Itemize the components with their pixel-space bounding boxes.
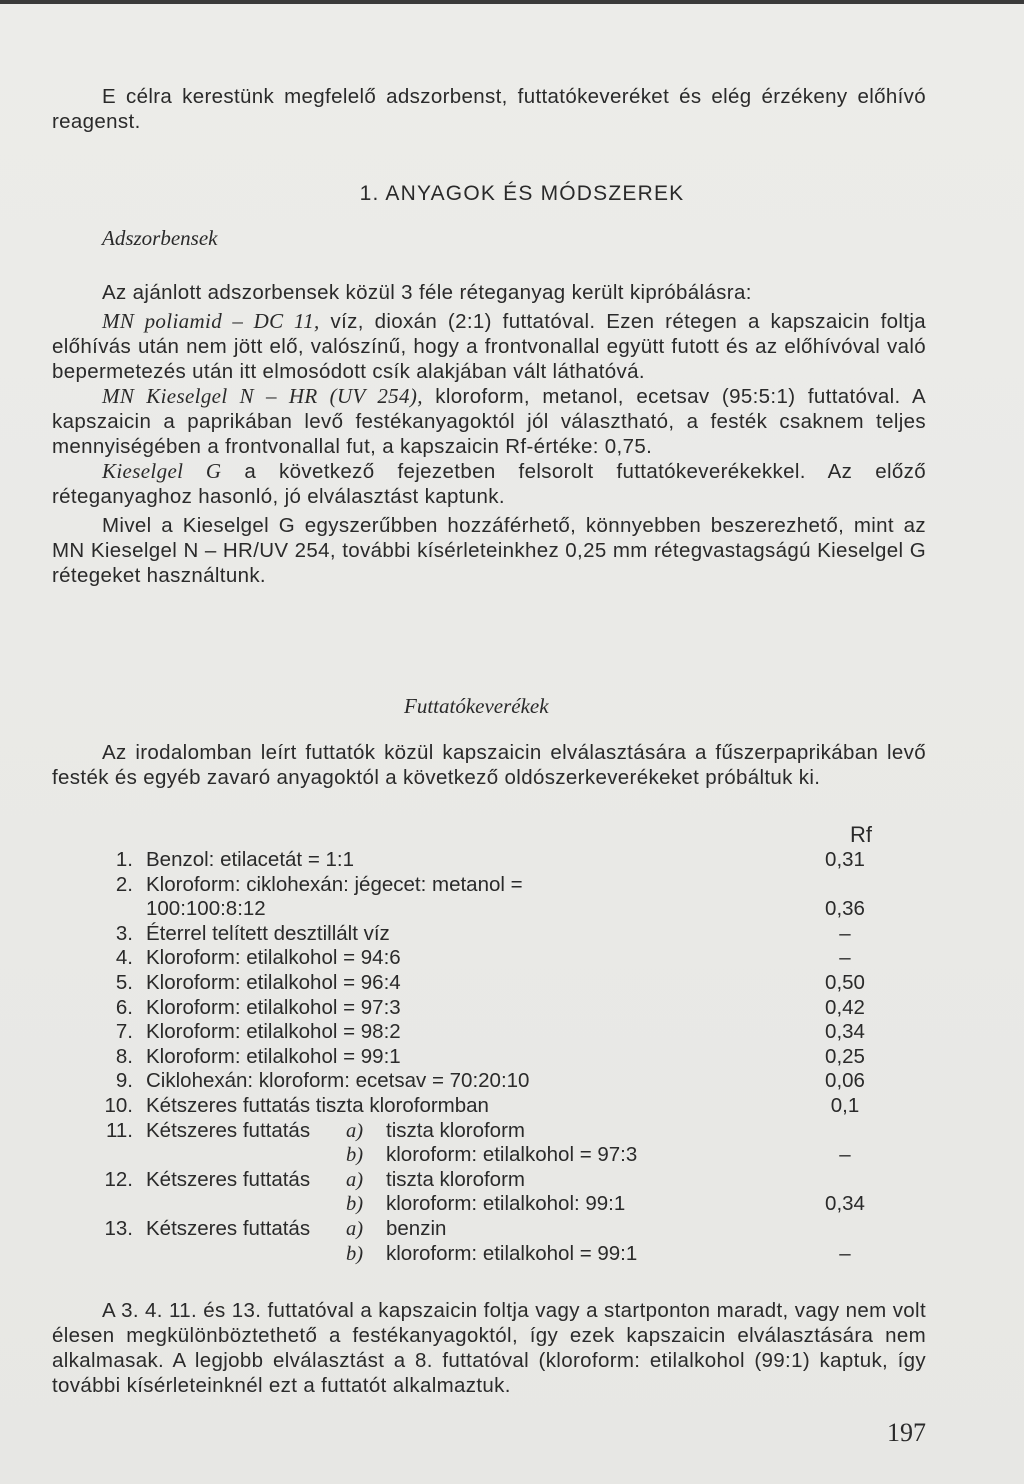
rf-column-header: Rf — [850, 822, 872, 847]
intro-paragraph: E célra kerestünk megfelelő adszorbenst, futtatókeveréket és elég érzékeny előhívó reagenst. — [52, 85, 926, 133]
conclusion-block — [52, 1298, 926, 1398]
row-rf-value: 0,42 — [825, 995, 865, 1019]
table-row — [100, 897, 880, 922]
kieselgel-g-paragraph — [52, 459, 926, 509]
row-mixture: Kétszeres futtatás — [146, 1216, 311, 1240]
adsorbents-block — [52, 280, 926, 588]
row-number: 10. — [104, 1093, 133, 1117]
table-row — [100, 848, 880, 873]
table-row — [100, 922, 880, 947]
row-mixture: Kloroform: etilalkohol = 99:1 — [146, 1044, 401, 1068]
row-number: 7. — [115, 1020, 133, 1044]
table-row — [100, 1168, 880, 1193]
section-heading: 1. ANYAGOK ÉS MÓDSZEREK — [359, 182, 685, 205]
row-rf-value: 0,06 — [825, 1069, 865, 1093]
row-mixture: Kloroform: etilalkohol = 98:2 — [146, 1020, 401, 1044]
poliamid-name: MN poliamid – DC 11, — [102, 309, 320, 333]
row-mixture: Kloroform: etilalkohol = 94:6 — [146, 946, 401, 970]
row-sub-mixture: tiszta kloroform — [386, 1118, 525, 1142]
conclusion-paragraph: A 3. 4. 11. és 13. futtatóval a kapszaicin foltja vagy a startponton maradt, vagy nem volt élesen megkülönböztethető a festékanyagoktól, így ezek kapszaicin elválasztására nem alkalmasak. A legjobb elválasztást a 8. futtatóval (kloroform: etilalkohol (99:1) kaptuk, így további kísérleteinknél ezt a futtatót alkalmaztuk. — [52, 1299, 926, 1397]
row-sub-mixture: tiszta kloroform — [386, 1167, 525, 1191]
row-sub-mixture: kloroform: etilalkohol: 99:1 — [386, 1192, 626, 1216]
table-row — [100, 971, 880, 996]
row-sublabel: b) — [346, 1193, 364, 1216]
row-number: 3. — [115, 921, 133, 945]
poliamid-paragraph — [52, 309, 926, 384]
subheading-adsorbents: Adszorbensek — [102, 226, 218, 250]
row-number: 1. — [115, 848, 133, 871]
kieselgel-nhr-text: kloroform, metanol, ecetsav (95:5:1) futtatóval. A kapszaicin a paprikában levő festékanyagoktól jól választható, a festék csaknem teljes mennyiségében a frontvonallal fut, a kapszaicin Rf-értéke: 0,75. — [52, 385, 926, 458]
row-number: 2. — [115, 872, 133, 896]
table-row — [100, 1217, 880, 1242]
poliamid-text: víz, dioxán (2:1) futtatóval. Ezen rétegen a kapszaicin foltja előhívás után nem jött elő, valószínű, hogy a frontvonallal együtt futott és az előhívóval való bepermetezés után itt elmosódott csík alakjában vált láthatóvá. — [52, 310, 926, 383]
row-number: 11. — [106, 1118, 133, 1142]
row-rf-value: – — [839, 1241, 851, 1265]
row-mixture: Ciklohexán: kloroform: ecetsav = 70:20:10 — [146, 1069, 530, 1093]
row-rf-value: 0,34 — [825, 1192, 865, 1216]
mixtures-intro-block — [52, 740, 926, 790]
page-number: 197 — [887, 1418, 926, 1447]
intro-block — [52, 84, 926, 134]
row-rf-value: – — [839, 1143, 851, 1167]
table-row — [100, 1045, 880, 1070]
row-mixture: 100:100:8:12 — [146, 897, 266, 921]
row-sublabel: a) — [346, 1119, 364, 1142]
table-row — [100, 1242, 880, 1267]
table-row — [100, 946, 880, 971]
row-rf-value: – — [839, 946, 851, 970]
row-rf-value: 0,36 — [825, 897, 865, 921]
row-rf-value: – — [839, 921, 851, 945]
row-mixture: Kloroform: etilalkohol = 96:4 — [146, 970, 401, 994]
table-row — [100, 1094, 880, 1119]
mixtures-table — [100, 848, 880, 1266]
kieselgel-nhr-name: MN Kieselgel N – HR (UV 254), — [102, 384, 423, 408]
row-sublabel: b) — [346, 1144, 364, 1167]
table-row — [100, 873, 880, 898]
table-row — [100, 996, 880, 1021]
kieselgel-nhr-paragraph — [52, 384, 926, 459]
mixtures-intro-paragraph: Az irodalomban leírt futtatók közül kapszaicin elválasztására a fűszerpaprikában levő festék és egyéb zavaró anyagoktól a következő oldószerkeverékeket próbáltuk ki. — [52, 741, 926, 789]
row-sub-mixture: kloroform: etilalkohol = 97:3 — [386, 1143, 638, 1167]
row-sublabel: b) — [346, 1242, 364, 1265]
row-sublabel: a) — [346, 1217, 364, 1240]
table-row — [100, 1069, 880, 1094]
row-rf-value: 0,31 — [825, 848, 865, 871]
row-number: 13. — [104, 1216, 133, 1240]
row-mixture: Kétszeres futtatás — [146, 1167, 311, 1191]
row-rf-value: 0,34 — [825, 1020, 865, 1044]
row-rf-value: 0,1 — [830, 1093, 860, 1117]
row-mixture: Kloroform: ciklohexán: jégecet: metanol = — [146, 872, 523, 896]
kieselgel-g-name: Kieselgel G — [102, 459, 222, 483]
kieselgel-g-text: a következő fejezetben felsorolt futtatókeverékekkel. Az előző réteganyaghoz hasonló, jó elválasztást kaptunk. — [52, 460, 926, 508]
row-number: 5. — [115, 970, 133, 994]
row-sub-mixture: kloroform: etilalkohol = 99:1 — [386, 1241, 638, 1265]
row-mixture: Kétszeres futtatás — [146, 1118, 311, 1142]
row-rf-value: 0,50 — [825, 970, 865, 994]
row-number: 6. — [115, 995, 133, 1019]
row-mixture: Kétszeres futtatás tiszta kloroformban — [146, 1093, 489, 1117]
row-number: 12. — [104, 1167, 133, 1191]
row-sublabel: a) — [346, 1168, 364, 1191]
row-number: 4. — [115, 946, 133, 970]
row-mixture: Éterrel telített desztillált víz — [146, 921, 390, 945]
row-number: 8. — [115, 1044, 133, 1068]
since-paragraph: Mivel a Kieselgel G egyszerűbben hozzáférhető, könnyebben beszerezhető, mint az MN Kieselgel N – HR/UV 254, további kísérleteinkhez 0,25 mm rétegvastagságú Kieselgel G rétegeket használtunk. — [52, 514, 926, 587]
subheading-mixtures: Futtatókeverékek — [404, 694, 549, 718]
row-mixture: Benzol: etilacetát = 1:1 — [146, 848, 354, 871]
table-row — [100, 1143, 880, 1168]
row-sub-mixture: benzin — [386, 1216, 447, 1240]
table-row — [100, 1020, 880, 1045]
tested-paragraph: Az ajánlott adszorbensek közül 3 féle réteganyag került kipróbálásra: — [102, 281, 752, 304]
row-mixture: Kloroform: etilalkohol = 97:3 — [146, 995, 401, 1019]
table-row — [100, 1119, 880, 1144]
row-number: 9. — [115, 1069, 133, 1093]
row-rf-value: 0,25 — [825, 1044, 865, 1068]
table-row — [100, 1192, 880, 1217]
